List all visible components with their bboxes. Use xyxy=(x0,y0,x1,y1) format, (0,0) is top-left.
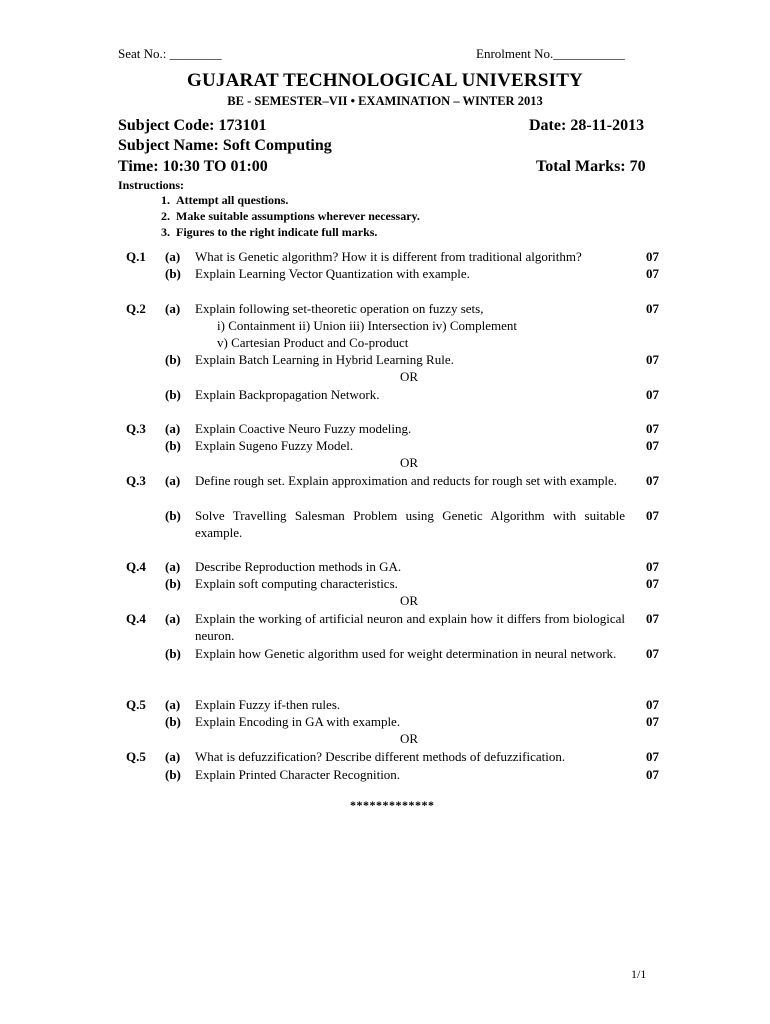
marks: 07 xyxy=(646,714,659,729)
question-text: Solve Travelling Salesman Problem using Genetic Algorithm with suitable example. xyxy=(195,508,625,541)
part-label: (b) xyxy=(165,352,181,367)
or-separator: OR xyxy=(400,593,419,608)
question-text: Explain following set-theoretic operation on fuzzy sets, xyxy=(195,301,484,316)
question-text: Explain Printed Character Recognition. xyxy=(195,767,401,782)
question-subtext: v) Cartesian Product and Co-product xyxy=(217,335,409,350)
marks: 07 xyxy=(646,301,659,316)
part-label: (a) xyxy=(165,611,181,626)
question-text: Explain how Genetic algorithm used for weight determination in neural network. xyxy=(195,646,617,661)
marks: 07 xyxy=(646,508,659,523)
question-number: Q.3 xyxy=(126,473,146,488)
instructions-title: Instructions: xyxy=(118,178,185,192)
marks: 07 xyxy=(646,749,659,764)
question-text: Explain Learning Vector Quantization with example. xyxy=(195,266,470,281)
or-separator: OR xyxy=(400,455,419,470)
part-label: (b) xyxy=(165,387,181,402)
part-label: (b) xyxy=(165,508,181,523)
semester-line: BE - SEMESTER–VII • EXAMINATION – WINTER 2013 xyxy=(227,94,543,108)
enrolment-no: Enrolment No.___________ xyxy=(476,46,625,61)
question-text: Define rough set. Explain approximation and reducts for rough set with example. xyxy=(195,473,618,488)
question-text: Explain soft computing characteristics. xyxy=(195,576,398,591)
marks: 07 xyxy=(646,352,659,367)
question-number: Q.4 xyxy=(126,611,146,626)
marks: 07 xyxy=(646,438,659,453)
part-label: (a) xyxy=(165,301,181,316)
marks: 07 xyxy=(646,697,659,712)
question-number: Q.3 xyxy=(126,421,146,436)
seat-no: Seat No.: ________ xyxy=(118,46,222,61)
question-text: Describe Reproduction methods in GA. xyxy=(195,559,402,574)
subject-code: Subject Code: 173101 xyxy=(118,117,267,134)
question-text: What is defuzzification? Describe different methods of defuzzification. xyxy=(195,749,566,764)
or-separator: OR xyxy=(400,369,419,384)
marks: 07 xyxy=(646,421,659,436)
subject-name: Subject Name: Soft Computing xyxy=(118,137,332,154)
marks: 07 xyxy=(646,559,659,574)
marks: 07 xyxy=(646,266,659,281)
part-label: (a) xyxy=(165,559,181,574)
marks: 07 xyxy=(646,611,659,626)
question-number: Q.4 xyxy=(126,559,146,574)
part-label: (b) xyxy=(165,438,181,453)
university-title: GUJARAT TECHNOLOGICAL UNIVERSITY xyxy=(187,70,583,91)
part-label: (b) xyxy=(165,266,181,281)
part-label: (a) xyxy=(165,249,181,264)
marks: 07 xyxy=(646,473,659,488)
or-separator: OR xyxy=(400,731,419,746)
part-label: (b) xyxy=(165,714,181,729)
question-number: Q.2 xyxy=(126,301,146,316)
marks: 07 xyxy=(646,646,659,661)
part-label: (b) xyxy=(165,576,181,591)
question-text: Explain Encoding in GA with example. xyxy=(195,714,401,729)
part-label: (a) xyxy=(165,421,181,436)
question-text: Explain the working of artificial neuron and explain how it differs from biological neuron. xyxy=(195,611,625,644)
instruction-item: 1. Attempt all questions. xyxy=(161,193,289,207)
question-text: What is Genetic algorithm? How it is different from traditional algorithm? xyxy=(195,249,582,264)
instruction-item: 3. Figures to the right indicate full marks. xyxy=(161,225,378,239)
question-number: Q.1 xyxy=(126,249,146,264)
part-label: (a) xyxy=(165,749,181,764)
marks: 07 xyxy=(646,767,659,782)
part-label: (a) xyxy=(165,473,181,488)
question-text: Explain Fuzzy if-then rules. xyxy=(195,697,341,712)
exam-date: Date: 28-11-2013 xyxy=(529,117,645,134)
question-text: Explain Sugeno Fuzzy Model. xyxy=(195,438,354,453)
exam-time: Time: 10:30 TO 01:00 xyxy=(118,158,268,175)
page-number: 1/1 xyxy=(631,967,647,981)
question-number: Q.5 xyxy=(126,697,146,712)
marks: 07 xyxy=(646,387,659,402)
instruction-item: 2. Make suitable assumptions wherever necessary. xyxy=(161,209,420,223)
marks: 07 xyxy=(646,249,659,264)
end-marker: ************* xyxy=(350,798,435,812)
total-marks: Total Marks: 70 xyxy=(536,158,646,175)
question-text: Explain Coactive Neuro Fuzzy modeling. xyxy=(195,421,412,436)
question-text: Explain Batch Learning in Hybrid Learning Rule. xyxy=(195,352,454,367)
question-subtext: i) Containment ii) Union iii) Intersection iv) Complement xyxy=(217,318,518,333)
part-label: (a) xyxy=(165,697,181,712)
question-number: Q.5 xyxy=(126,749,146,764)
question-text: Explain Backpropagation Network. xyxy=(195,387,380,402)
part-label: (b) xyxy=(165,646,181,661)
marks: 07 xyxy=(646,576,659,591)
part-label: (b) xyxy=(165,767,181,782)
